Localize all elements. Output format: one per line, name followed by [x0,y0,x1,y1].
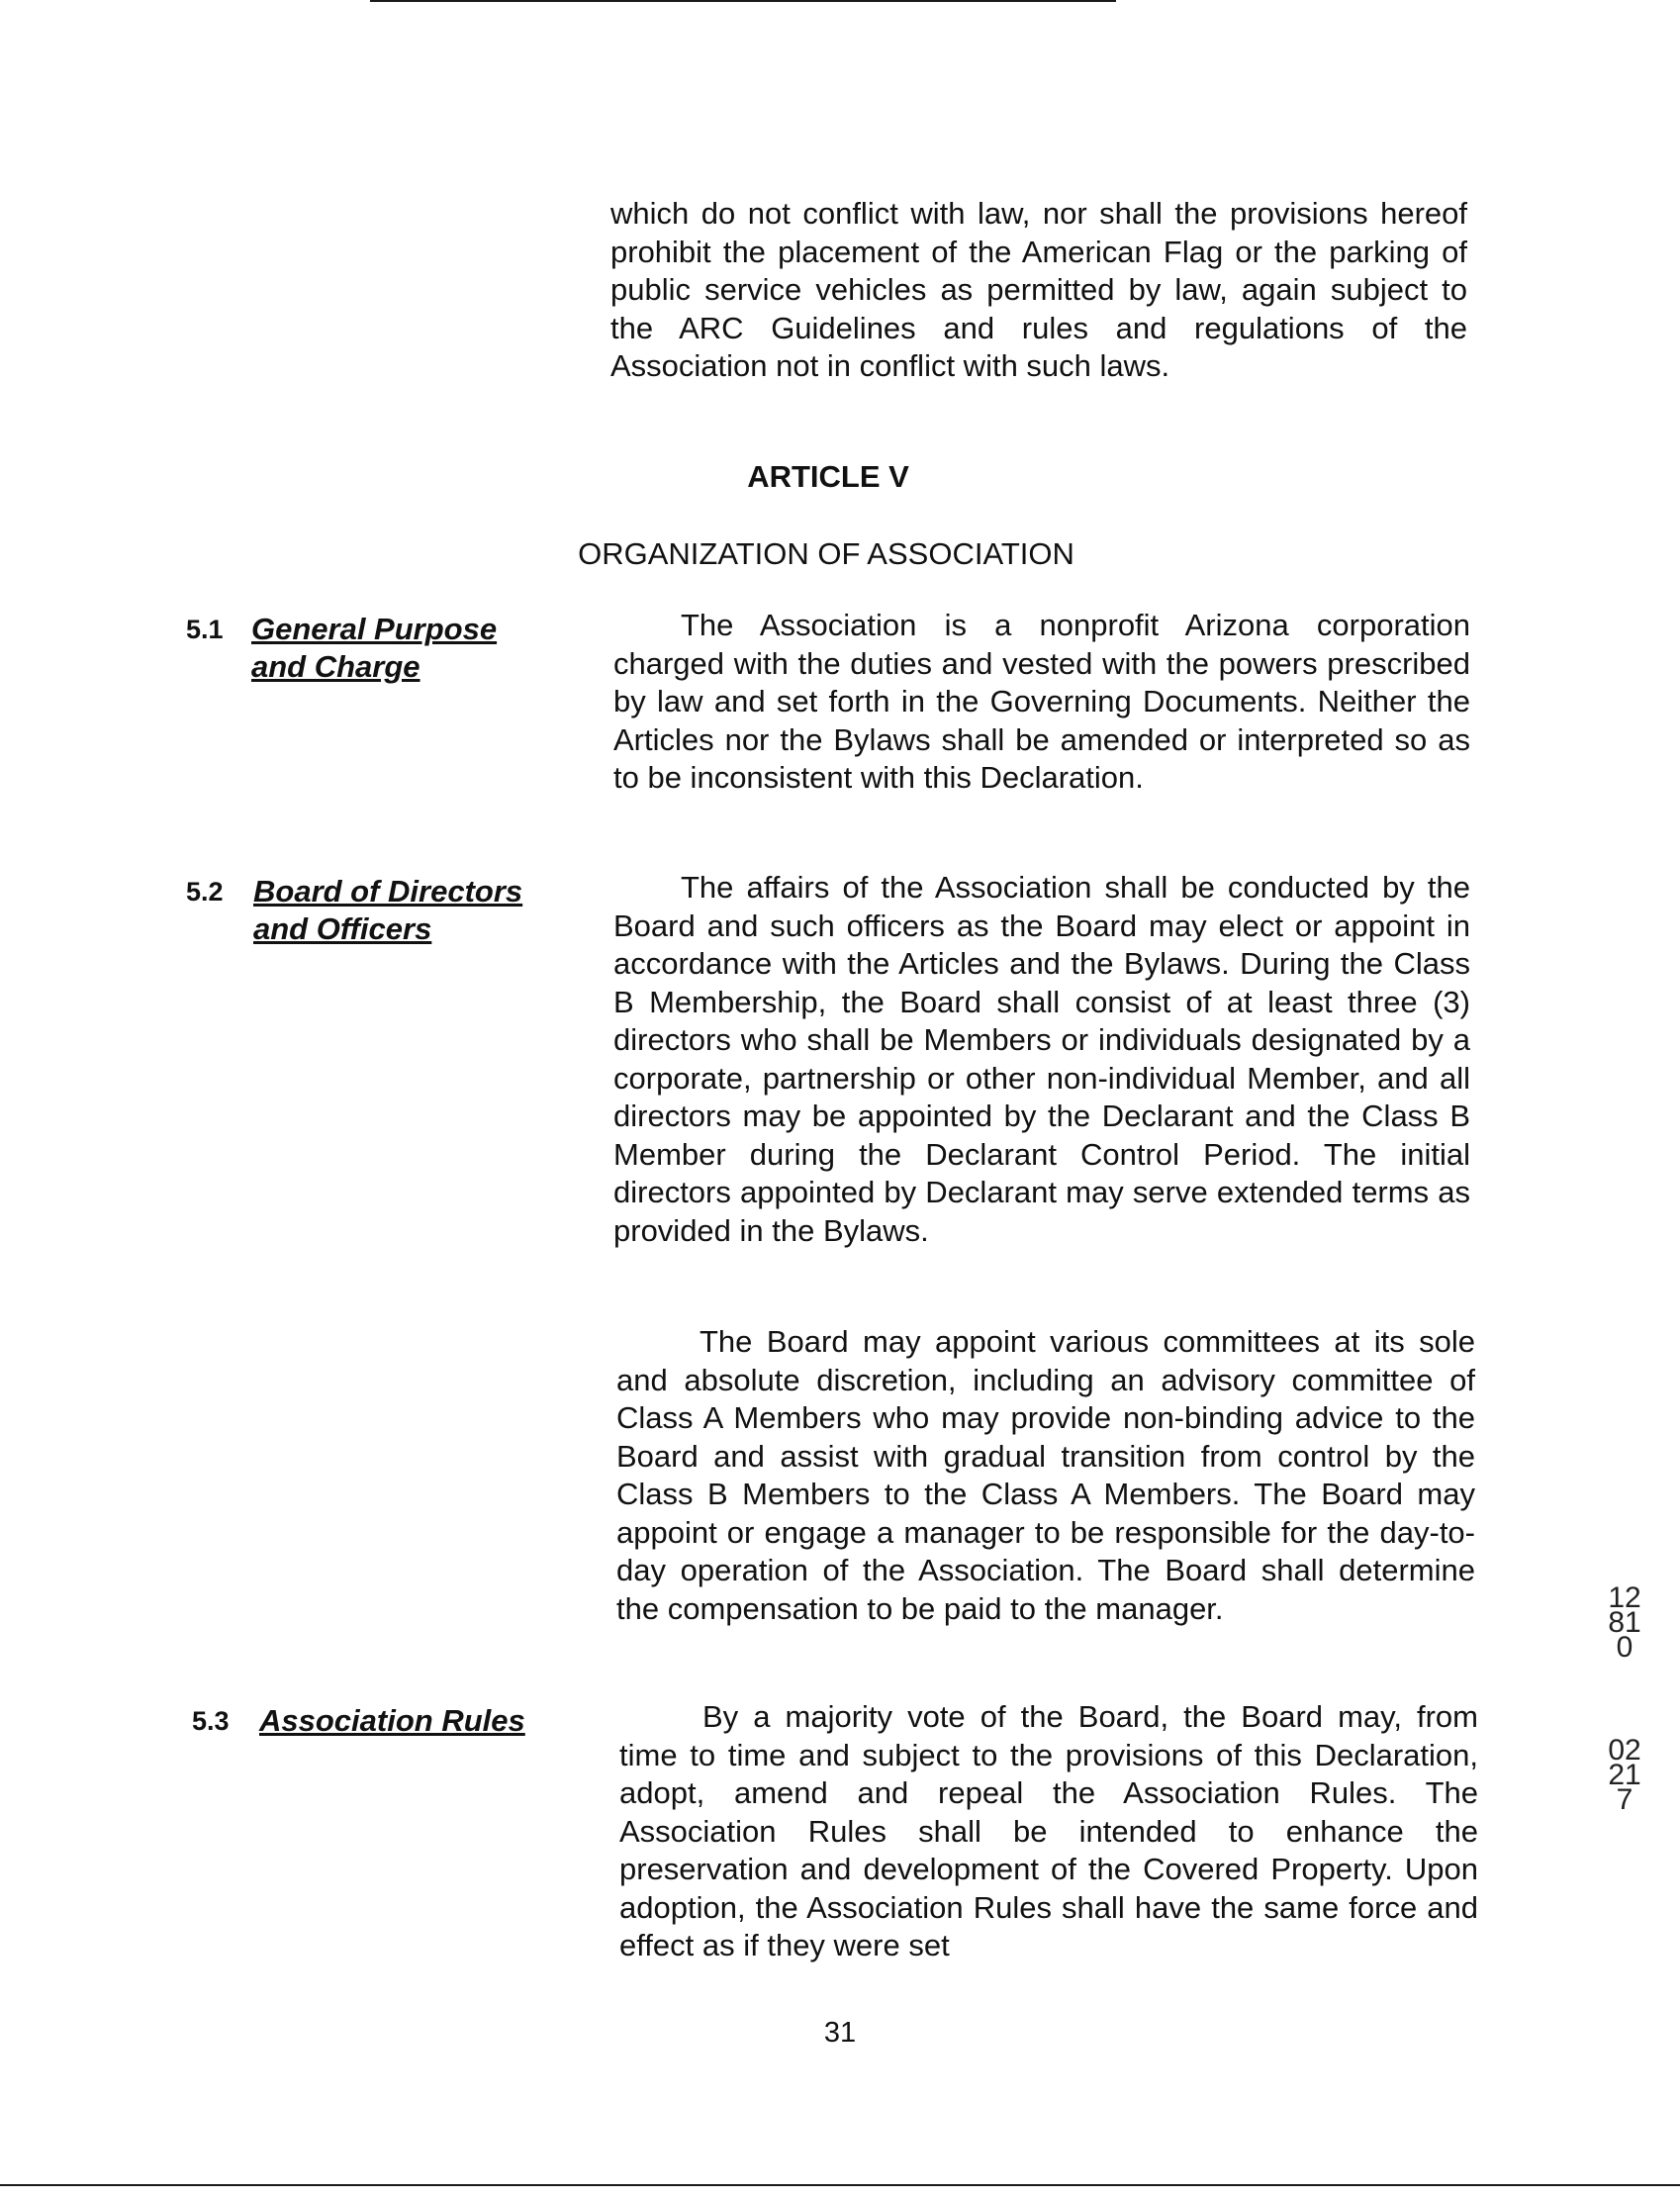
section-title-continued: and Charge [251,649,420,684]
section-title: General Purpose [251,612,498,646]
section-paragraph: The affairs of the Association shall be conducted by the Board and such officers as the Board may elect or appoint in accordance with the Articles and the Bylaws. During the Class B Membership, the Board shall consist of at least three (3) directors who shall be Members or individuals designated by a corporate, partnership or other non-individual Member, and all directors may be appointed by the Declarant and the Class B Member during the Declarant Control Period. The initial directors appointed by Declarant may serve extended terms as provided in the Bylaws. [613,870,1470,1248]
section-title: Board of Directors [253,874,523,908]
bottom-scan-rule [0,2184,1680,2186]
section-title: Association Rules [259,1703,525,1738]
recording-stamp-upper: 12810 [1608,1581,1641,1664]
section-paragraph: By a majority vote of the Board, the Board may, from time to time and subject to the provisions of this Declaration, adopt, amend and repeal the Association Rules. The Association Rules shall be intended to enhance the preservation and development of the Covered Property. Upon adoption, the Association Rules shall have the same force and effect as if they were set [619,1699,1478,1962]
section-paragraph: The Board may appoint various committees at its sole and absolute discretion, including an advisory committee of Class A Members who may provide non-binding advice to the Board and assist with gradual transition from control by the Class B Members to the Class A Members. The Board may appoint or engage a manager to be responsible for the day-to-day operation of the Association. The Board shall determine the compensation to be paid to the manager. [616,1324,1475,1626]
section-paragraph: The Association is a nonprofit Arizona corporation charged with the duties and vested with the powers prescribed by law and set forth in the Governing Documents. Neither the Articles nor the Bylaws shall be amended or interpreted so as to be inconsistent with this Declaration. [613,608,1470,795]
section-number: 5.3 [192,1706,230,1736]
recording-stamp-lower: 02217 [1608,1734,1641,1816]
section-number: 5.1 [186,615,224,644]
continuation-paragraph: which do not conflict with law, nor shall the provisions hereof prohibit the placement of the American Flag or the parking of public service vehicles as permitted by law, again subject to the ARC Guidelines and rules and regulations of the Association not in conflict with such laws. [610,196,1467,383]
article-title: ORGANIZATION OF ASSOCIATION [578,536,1074,571]
page-number: 31 [823,2017,857,2049]
article-heading: ARTICLE V [747,459,909,494]
section-title-continued: and Officers [253,911,432,946]
section-number: 5.2 [186,877,224,907]
top-scan-rule [370,0,1116,2]
